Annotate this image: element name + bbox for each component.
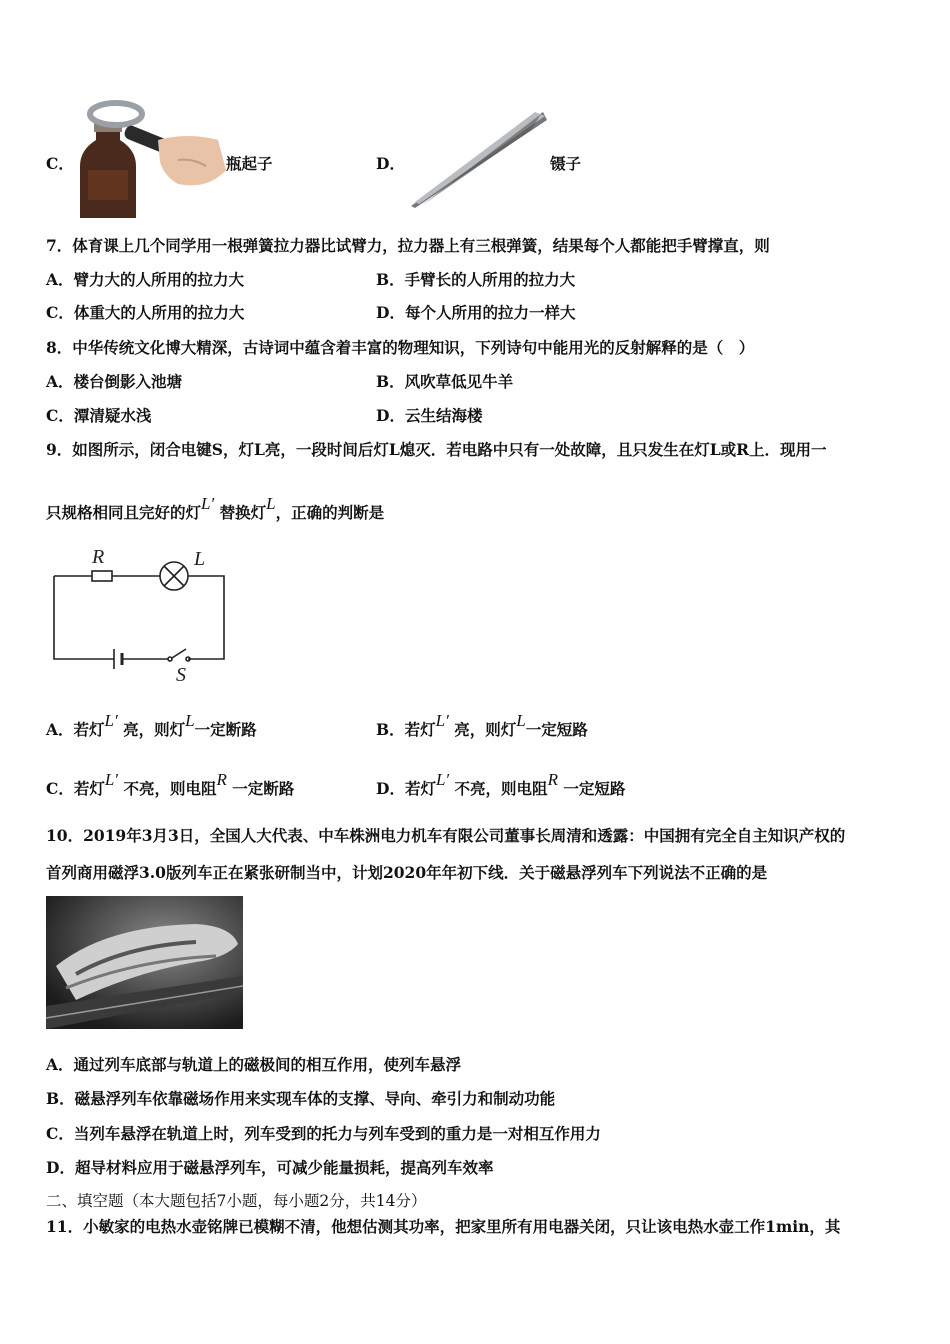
q9-option-b: B．若灯L′ 亮，则灯L一定短路 [376, 711, 588, 739]
tweezers-image [405, 108, 550, 212]
q9-stem-line2: 只规格相同且完好的灯L′ 替换灯L，正确的判断是 [46, 494, 385, 522]
q7-option-c: C．体重大的人所用的拉力大 [46, 303, 245, 322]
q10-option-d: D．超导材料应用于磁悬浮列车，可减少能量损耗，提高列车效率 [46, 1158, 494, 1177]
circuit-r-label: R [92, 546, 105, 568]
maglev-train-photo [46, 896, 243, 1029]
bottle-opener-image [78, 100, 228, 218]
q8-option-d: D．云生结海楼 [376, 406, 483, 425]
q8-option-b: B．风吹草低见牛羊 [376, 372, 514, 391]
section-heading: 二、填空题（本大题包括7小题，每小题2分，共14分） [46, 1192, 427, 1210]
q9-option-d: D．若灯L′ 不亮，则电阻R 一定短路 [376, 770, 626, 798]
option-c-letter: C． [46, 154, 74, 173]
q8-stem: 8．中华传统文化博大精深，古诗词中蕴含着丰富的物理知识，下列诗句中能用光的反射解释的是（ ） [46, 338, 755, 357]
q10-option-a: A．通过列车底部与轨道上的磁极间的相互作用，使列车悬浮 [46, 1055, 462, 1074]
q7-option-b: B．手臂长的人所用的拉力大 [376, 270, 576, 289]
circuit-l-label: L [194, 548, 206, 570]
circuit-s-label: S [176, 664, 186, 683]
q10-option-c: C．当列车悬浮在轨道上时，列车受到的托力与列车受到的重力是一对相互作用力 [46, 1124, 601, 1143]
circuit-diagram [48, 543, 243, 683]
q9-option-c: C．若灯L′ 不亮，则电阻R 一定断路 [46, 770, 295, 798]
q7-option-a: A．臂力大的人所用的拉力大 [46, 270, 245, 289]
q11-stem: 11．小敏家的电热水壶铭牌已模糊不清，他想估测其功率，把家里所有用电器关闭，只让该电热水壶工作1min，其 [46, 1217, 841, 1236]
q7-stem: 7．体育课上几个同学用一根弹簧拉力器比试臂力，拉力器上有三根弹簧，结果每个人都能把手臂撑直，则 [46, 236, 770, 255]
option-d-label: 镊子 [550, 154, 582, 173]
option-d-letter: D． [376, 154, 405, 173]
q8-option-c: C．潭清疑水浅 [46, 406, 152, 425]
q10-option-b: B．磁悬浮列车依靠磁场作用来实现车体的支撑、导向、牵引力和制动功能 [46, 1089, 556, 1108]
q9-option-a: A．若灯L′ 亮，则灯L一定断路 [46, 711, 257, 739]
option-c-label: 瓶起子 [226, 154, 273, 173]
q10-stem-line1: 10．2019年3月3日，全国人大代表、中车株洲电力机车有限公司董事长周清和透露：中国拥有完全自主知识产权的 [46, 826, 846, 845]
q9-stem: 9．如图所示，闭合电键S，灯L亮，一段时间后灯L熄灭．若电路中只有一处故障，且只发生在灯L或R上．现用一 [46, 440, 827, 459]
q8-option-a: A．楼台倒影入池塘 [46, 372, 183, 391]
q10-stem-line2: 首列商用磁浮3.0版列车正在紧张研制当中，计划2020年年初下线．关于磁悬浮列车下列说法不正确的是 [46, 863, 768, 882]
q7-option-d: D．每个人所用的拉力一样大 [376, 303, 576, 322]
